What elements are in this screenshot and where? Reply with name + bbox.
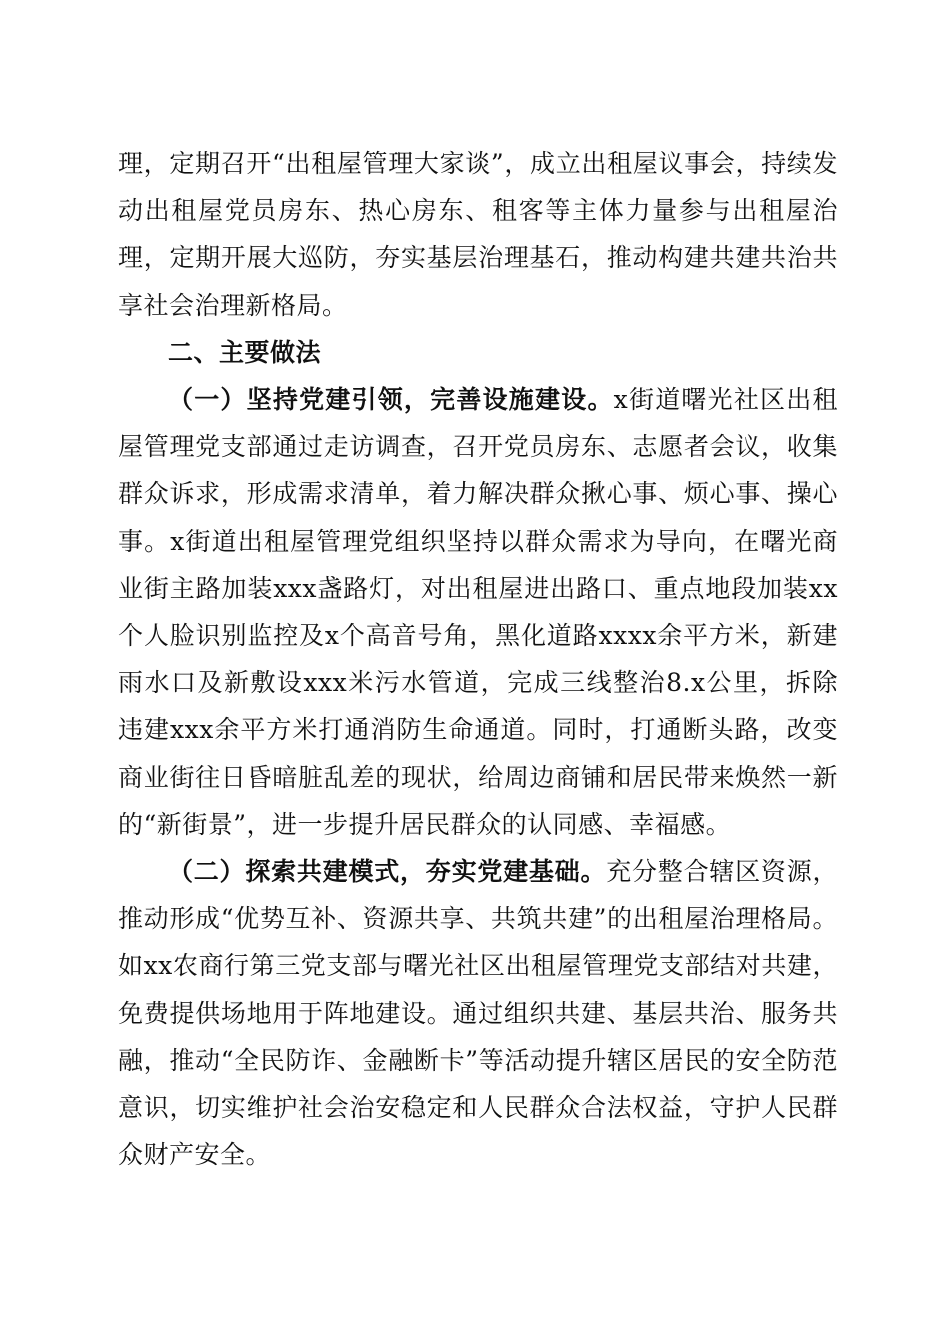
subsection-2-paragraph	[118, 848, 838, 1178]
subsection-2-lead: （二）探索共建模式，夯实党建基础。	[168, 857, 607, 887]
section-heading: 二、主要做法	[168, 337, 322, 367]
subsection-2-body: 充分整合辖区资源，推动形成“优势互补、资源共享、共筑共建”的出租屋治理格局。如xx农商行第三党支部与曙光社区出租屋管理党支部结对共建，免费提供场地用于阵地建设。通过组织共建、基层共治、服务共融，推动“全民防诈、金融断卡”等活动提升辖区居民的安全防范意识，切实维护社会治安稳定和人民群众合法权益，守护人民群众财产安全。	[118, 857, 838, 1170]
subsection-1-paragraph	[118, 376, 838, 848]
paragraph-intro-continuation: 理，定期召开“出租屋管理大家谈”，成立出租屋议事会，持续发动出租屋党员房东、热心房东、租客等主体力量参与出租屋治理，定期开展大巡防，夯实基层治理基石，推动构建共建共治共享社会治理新格局。	[118, 149, 838, 320]
subsection-1-lead: （一）坚持党建引领，完善设施建设。	[168, 385, 614, 415]
document-body	[118, 140, 838, 1178]
subsection-1-body: x街道曙光社区出租屋管理党支部通过走访调查，召开党员房东、志愿者会议，收集群众诉求，形成需求清单，着力解决群众揪心事、烦心事、操心事。x街道出租屋管理党组织坚持以群众需求为导向，在曙光商业街主路加装xxx盏路灯，对出租屋进出路口、重点地段加装xx个人脸识别监控及x个高音号角，黑化道路xxxx余平方米，新建雨水口及新敷设xxx米污水管道，完成三线整治8.x公里，拆除违建xxx余平方米打通消防生命通道。同时，打通断头路，改变商业街往日昏暗脏乱差的现状，给周边商铺和居民带来焕然一新的“新街景”，进一步提升居民群众的认同感、幸福感。	[118, 385, 838, 839]
